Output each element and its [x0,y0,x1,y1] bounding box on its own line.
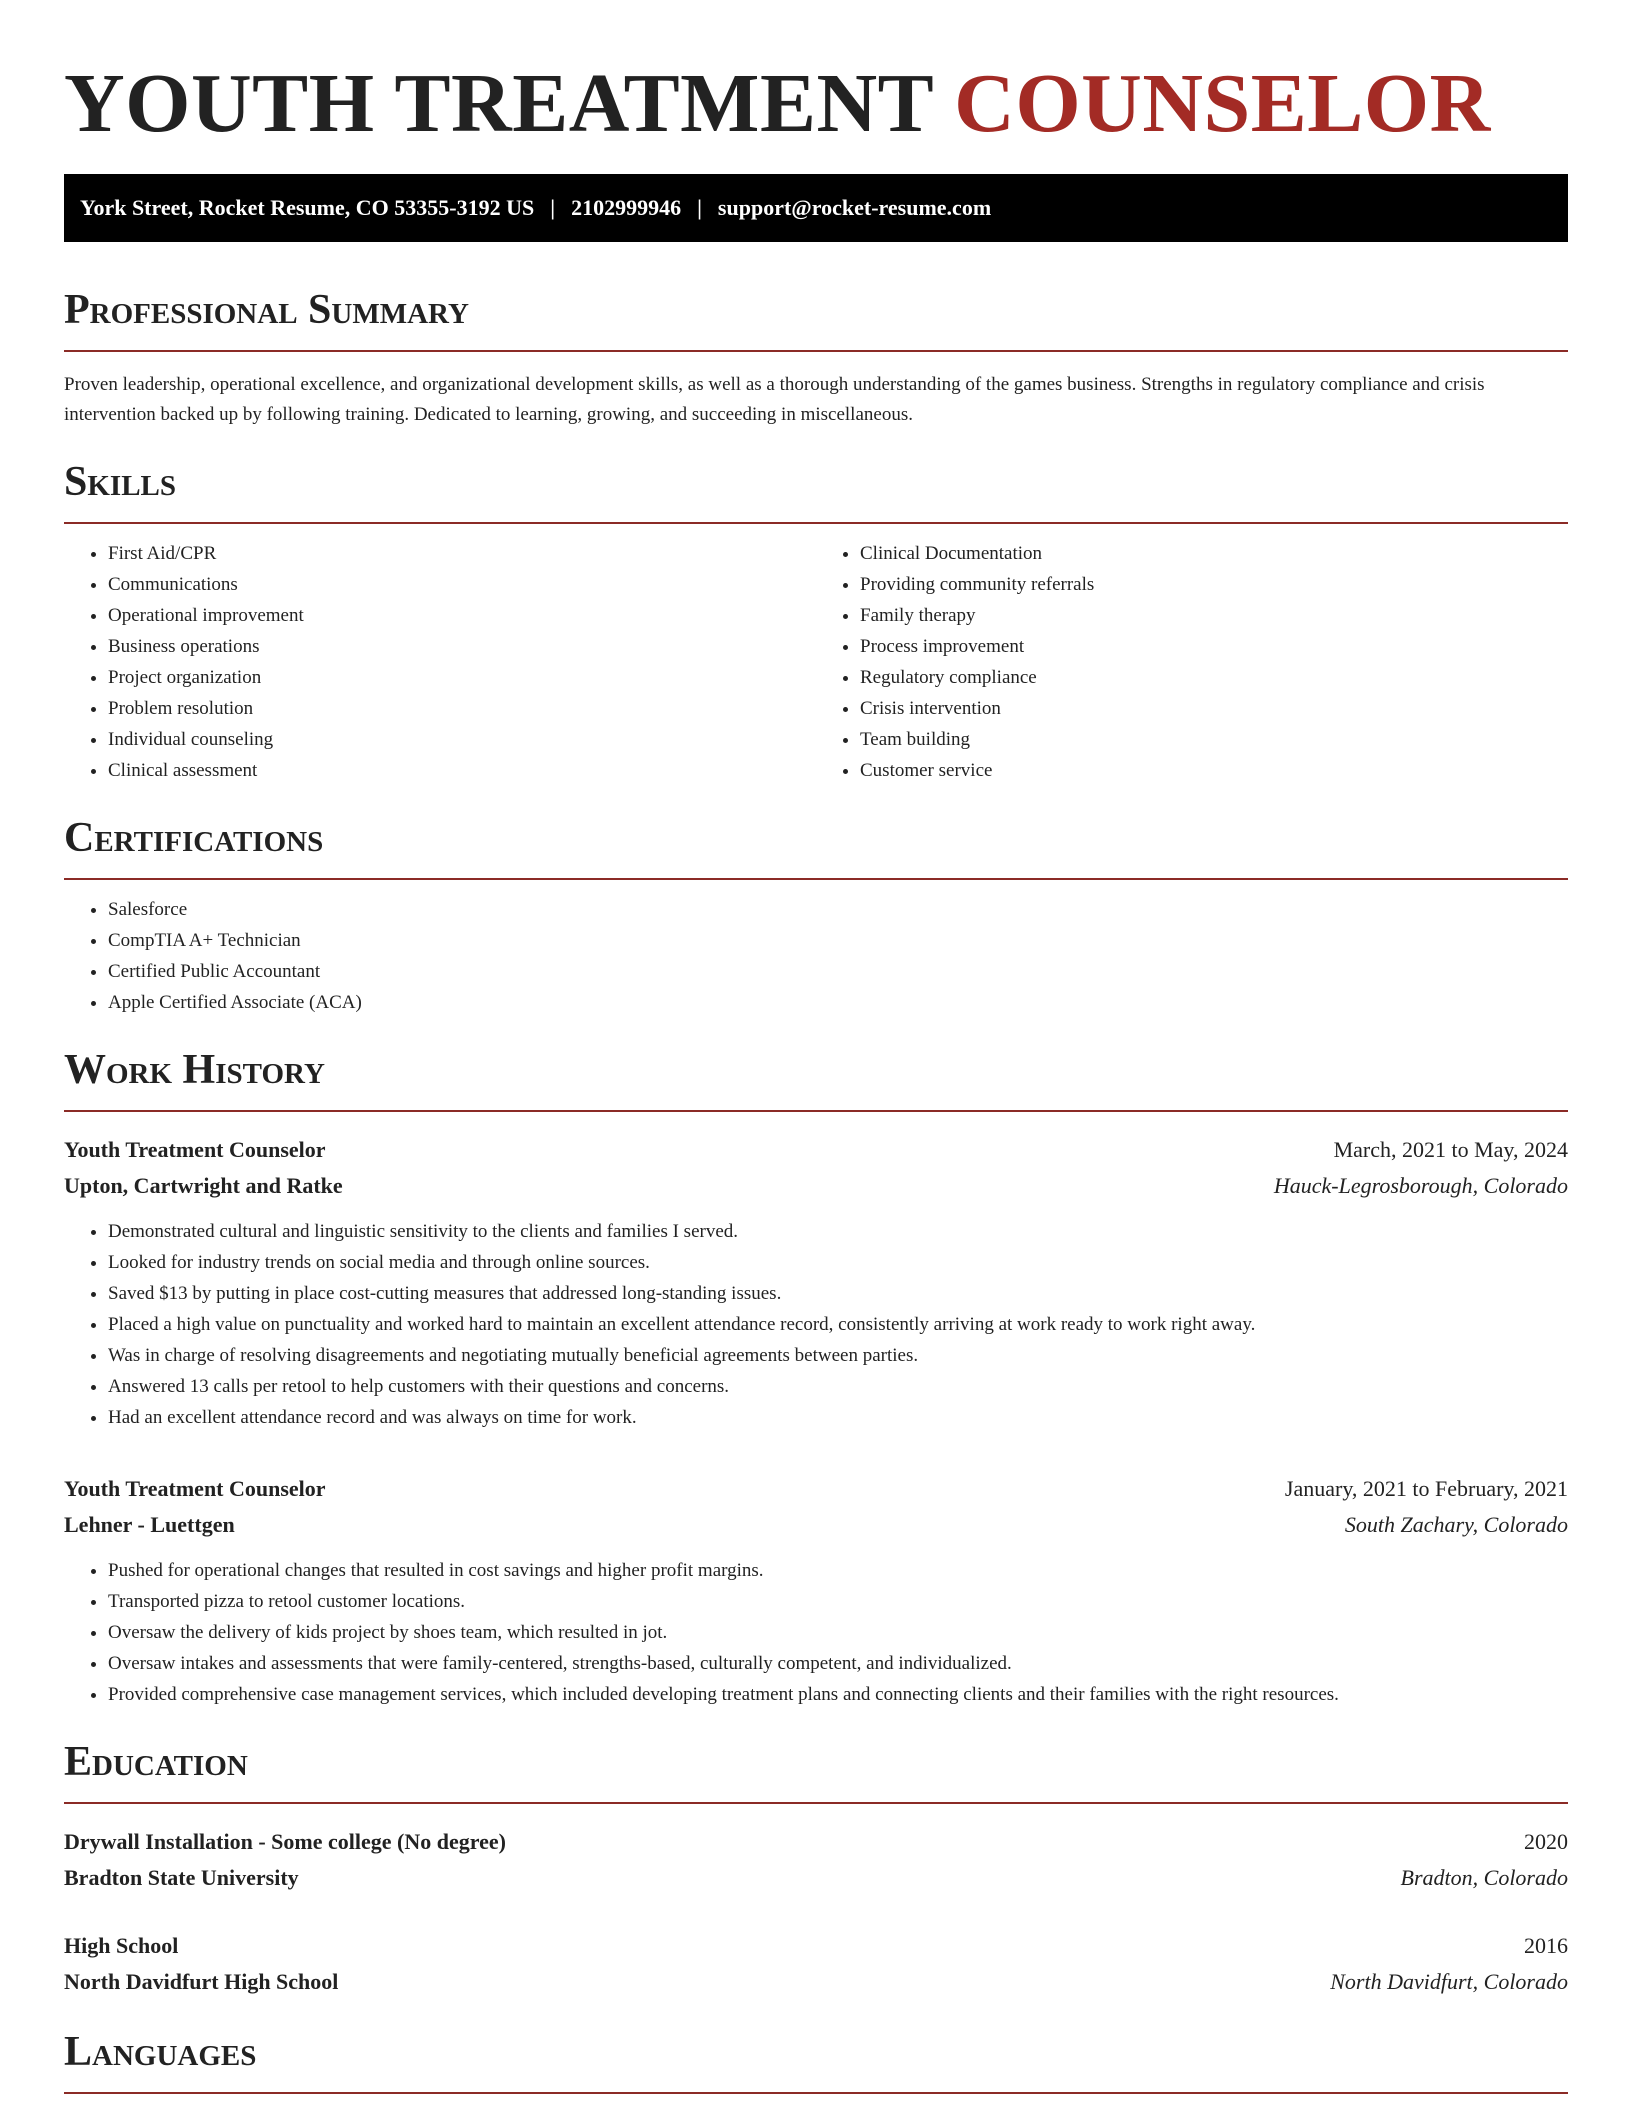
education-degree: High School [64,1933,179,1958]
languages-section [64,2028,1568,2094]
skills-columns [64,538,1568,786]
certification-item: • Apple Certified Associate (ACA) [108,987,1568,1018]
job-title: Youth Treatment Counselor [64,1476,326,1501]
job-dates: March, 2021 to May, 2024 [1333,1137,1568,1162]
summary-text: Proven leadership, operational excellence, and organizational development skills, as well as a thorough understanding of the games business. Strengths in regulatory compliance and crisis intervention backed up by following training. Dedicated to learning, growing, and succeeding in miscellaneous. [64,374,1485,425]
section-divider [64,1802,1568,1804]
skill-item: • Problem resolution [108,693,816,724]
section-title: Skills [64,459,177,505]
section-divider [64,2092,1568,2094]
skill-item: • Individual counseling [108,724,816,755]
job-bullet: • Oversaw intakes and assessments that were family-centered, strengths-based, culturally competent, and individualized. [108,1648,1568,1679]
name-accent-part: COUNSELOR [954,57,1491,150]
job-bullet: • Pushed for operational changes that resulted in cost savings and higher profit margins. [108,1555,1568,1586]
education-entry [64,1824,1568,1896]
contact-address: York Street, Rocket Resume, CO 53355-3192 US [80,195,535,220]
job-bullet: • Answered 13 calls per retool to help customers with their questions and concerns. [108,1371,1568,1402]
education-degree-row [64,1824,1568,1860]
skills-list-right [816,538,1568,786]
job-header-row [64,1132,1568,1168]
certification-item: • CompTIA A+ Technician [108,925,1568,956]
education-degree: Drywall Installation - Some college (No degree) [64,1829,506,1854]
job-bullets [64,1555,1568,1710]
job-header-row [64,1471,1568,1507]
skill-item: • Regulatory compliance [860,662,1568,693]
section-divider [64,350,1568,352]
section-divider [64,522,1568,524]
skill-item: • Providing community referrals [860,569,1568,600]
section-title: Professional Summary [64,287,469,333]
job-location: South Zachary, Colorado [1344,1512,1568,1537]
job-company: Lehner - Luettgen [64,1512,235,1537]
contact-bar [64,174,1568,242]
certification-item: • Certified Public Accountant [108,956,1568,987]
contact-phone: 2102999946 [571,195,682,220]
education-school: Bradton State University [64,1865,299,1890]
job-employer-row [64,1168,1568,1204]
skill-item: • Crisis intervention [860,693,1568,724]
job-entry [64,1132,1568,1433]
job-bullets [64,1216,1568,1433]
skill-item: • Team building [860,724,1568,755]
education-school: North Davidfurt High School [64,1969,339,1994]
section-title: Certifications [64,815,324,861]
job-title: Youth Treatment Counselor [64,1137,326,1162]
skill-item: • Clinical Documentation [860,538,1568,569]
skill-item: • Project organization [108,662,816,693]
job-bullet: • Demonstrated cultural and linguistic sensitivity to the clients and families I served. [108,1216,1568,1247]
education-school-row [64,1860,1568,1896]
job-bullet: • Placed a high value on punctuality and worked hard to maintain an excellent attendance record, consistently arriving at work ready to work right away. [108,1309,1568,1340]
contact-email: support@rocket-resume.com [717,195,992,220]
section-title: Languages [64,2029,257,2075]
education-entry [64,1928,1568,2000]
skill-item: • Process improvement [860,631,1568,662]
job-bullet: • Saved $13 by putting in place cost-cutting measures that addressed long-standing issues. [108,1278,1568,1309]
skills-list-left [64,538,816,786]
contact-separator: | [697,195,702,220]
section-title: Education [64,1739,248,1785]
certifications-list [64,894,1568,1018]
section-title: Work History [64,1047,325,1093]
skills-section [64,458,1568,786]
education-degree-row [64,1928,1568,1964]
job-location: Hauck-Legrosborough, Colorado [1273,1173,1568,1198]
education-year: 2020 [1524,1829,1568,1854]
job-dates: January, 2021 to February, 2021 [1284,1476,1568,1501]
work-history-section [64,1046,1568,1710]
job-bullet: • Transported pizza to retool customer locations. [108,1586,1568,1617]
job-bullet: • Provided comprehensive case management services, which included developing treatment plans and connecting clients and their families with the right resources. [108,1679,1568,1710]
education-school-row [64,1964,1568,2000]
skill-item: • Communications [108,569,816,600]
education-year: 2016 [1524,1933,1568,1958]
education-location: Bradton, Colorado [1400,1865,1568,1890]
section-divider [64,878,1568,880]
job-bullet: • Was in charge of resolving disagreements and negotiating mutually beneficial agreements between parties. [108,1340,1568,1371]
skill-item: • Operational improvement [108,600,816,631]
certifications-section [64,814,1568,1018]
job-bullet: • Oversaw the delivery of kids project by shoes team, which resulted in jot. [108,1617,1568,1648]
job-entry [64,1471,1568,1710]
job-employer-row [64,1507,1568,1543]
job-bullet: • Had an excellent attendance record and was always on time for work. [108,1402,1568,1433]
skill-item: • Customer service [860,755,1568,786]
skill-item: • First Aid/CPR [108,538,816,569]
skill-item: • Business operations [108,631,816,662]
contact-separator: | [550,195,556,220]
education-section [64,1738,1568,2000]
candidate-name [64,0,1568,150]
skill-item: • Clinical assessment [108,755,816,786]
job-bullet: • Looked for industry trends on social media and through online sources. [108,1247,1568,1278]
skill-item: • Family therapy [860,600,1568,631]
section-divider [64,1110,1568,1112]
summary-section [64,286,1568,430]
job-company: Upton, Cartwright and Ratke [64,1173,343,1198]
certification-item: • Salesforce [108,894,1568,925]
education-location: North Davidfurt, Colorado [1330,1969,1568,1994]
name-first-part: YOUTH TREATMENT [64,57,933,150]
